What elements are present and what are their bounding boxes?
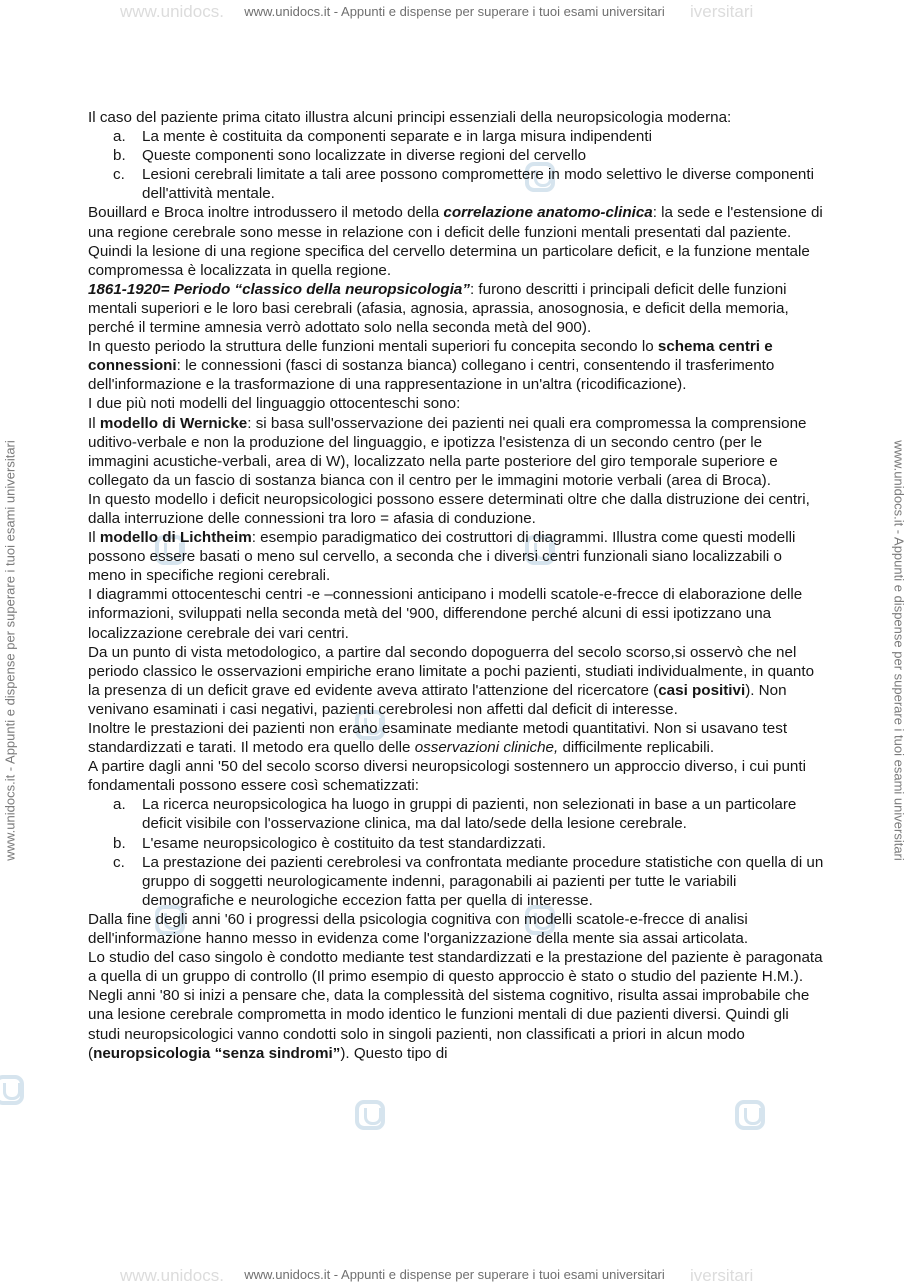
watermark-bottom: www.unidocs.it - Appunti e dispense per superare i tuoi esami universitari bbox=[244, 1267, 665, 1282]
paragraph: Dalla fine degli anni '60 i progressi della psicologia cognitiva con modelli scatole-e-frecce di analisi dell'informazione hanno messo in evidenza come l'organizzazione della mente sia assai articolata. bbox=[88, 910, 749, 948]
paragraph: Da un punto di vista metodologico, a partire dal secondo dopoguerra del secolo scorso,si osservò che nel periodo classico le osservazioni empiriche erano limitate a pochi pazienti, studiati individualmente, in quanto la presenza di un deficit grave ed evidente aveva attirato l'attenzione del ricercatore (casi positivi). Non venivano esaminati i casi negativi, pazienti cerebrolesi non affetti dal deficit di interesse. bbox=[88, 643, 815, 718]
paragraph: I due più noti modelli del linguaggio ottocenteschi sono: bbox=[88, 395, 461, 413]
watermark-side-left: www.unidocs.it - Appunti e dispense per superare i tuoi esami universitari bbox=[2, 440, 18, 861]
paragraph: In questo periodo la struttura delle funzioni mentali superiori fu concepita secondo lo schema centri e connessioni: le connessioni (fasci di sostanza bianca) collegano i centri, consentendo il trasferimento dell'informazione e la trasformazione di una rappresentazione in un'altra (ricodificazione). bbox=[88, 338, 775, 394]
watermark-top: www.unidocs.it - Appunti e dispense per superare i tuoi esami universitari bbox=[244, 4, 665, 19]
approach-list bbox=[88, 795, 824, 910]
watermark-ghost-bottom-left: www.unidocs. bbox=[120, 1266, 224, 1285]
principles-list bbox=[88, 127, 824, 203]
watermark-ghost-top-right: iversitari bbox=[690, 2, 754, 21]
paragraph: I diagrammi ottocenteschi centri -e –connessioni anticipano i modelli scatole-e-frecce di elaborazione delle informazioni, sviluppati nella seconda metà del '900, differendone perché alcuni di essi ipotizzano una localizzazione cerebrale dei vari centri. bbox=[88, 586, 803, 642]
list-item: b. L'esame neuropsicologico è costituito da test standardizzati. bbox=[113, 834, 546, 852]
paragraph: Lo studio del caso singolo è condotto mediante test standardizzati e la prestazione del paziente è paragonata a quella di un gruppo di controllo (Il primo esempio di questo approccio è stato o studio del paziente H.M.). bbox=[88, 949, 823, 986]
watermark-side-right: www.unidocs.it - Appunti e dispense per superare i tuoi esami universitari bbox=[891, 440, 907, 861]
watermark-logo-icon bbox=[0, 1075, 24, 1105]
list-item: a. La mente è costituita da componenti separate e in larga misura indipendenti bbox=[113, 128, 652, 146]
document-body bbox=[88, 108, 824, 1063]
paragraph: Inoltre le prestazioni dei pazienti non erano esaminate mediante metodi quantitativi. Non si usavano test standardizzati e tarati. Il metodo era quello delle osservazioni cliniche, difficilmente replicabili. bbox=[88, 720, 788, 757]
watermark-ghost-bottom-right: iversitari bbox=[690, 1266, 754, 1285]
paragraph: In questo modello i deficit neuropsicologici possono essere determinati oltre che dalla distruzione dei centri, dalla interruzione delle connessioni tra loro = afasia di conduzione. bbox=[88, 490, 810, 527]
list-item: b. Queste componenti sono localizzate in diverse regioni del cervello bbox=[113, 147, 587, 165]
list-item: c. La prestazione dei pazienti cerebrolesi va confrontata mediante procedure statistiche con quella di un gruppo di soggetti neurologicamente indenni, paragonabili ai pazienti per tutte le variabili demografiche e neurologiche eccezion fatta per quella di interesse. bbox=[113, 853, 824, 909]
paragraph: A partire dagli anni '50 del secolo scorso diversi neuropsicologi sostennero un approccio diverso, i cui punti fondamentali possono essere così schematizzati: bbox=[88, 758, 806, 795]
paragraph: Bouillard e Broca inoltre introdussero il metodo della correlazione anatomo-clinica: la sede e l'estensione di una regione cerebrale sono messe in relazione con i deficit delle funzioni mentali presentati dal paziente. Quindi la lesione di una regione specifica del cervello determina un particolare deficit, e la funzione mentale compromessa è localizzata in quella regione. bbox=[88, 204, 823, 279]
paragraph: Il modello di Lichtheim: esempio paradigmatico dei costruttori di diagrammi. Illustra come questi modelli possono essere basati o meno sul cervello, a seconda che i diversi centri funzionali siano localizzabili o meno in specifiche regioni cerebrali. bbox=[88, 529, 796, 585]
paragraph: Negli anni '80 si inizi a pensare che, data la complessità del sistema cognitivo, risulta assai improbabile che una lesione cerebrale comprometta in modo identico le funzioni mentali di due pazienti diversi. Quindi gli studi neuropsicologici vanno condotti solo in singoli pazienti, non classificati a priori in alcun modo (neuropsicologia “senza sindromi”). Questo tipo di bbox=[88, 987, 810, 1062]
watermark-logo-icon bbox=[735, 1100, 765, 1130]
list-item: c. Lesioni cerebrali limitate a tali aree possono compromettere in modo selettivo le diverse componenti dell'attività mentale. bbox=[113, 166, 814, 203]
paragraph: Il modello di Wernicke: si basa sull'osservazione dei pazienti nei quali era compromessa la comprensione uditivo-verbale e non la produzione del linguaggio, e ipotizza l'esistenza di un secondo centro (per le immagini acustiche-verbali, area di W), localizzato nella parte posteriore del giro temporale superiore e collegato da un fascio di sostanza bianca con il centro per le immagini motorie verbali (area di Broca). bbox=[88, 414, 807, 489]
watermark-logo-icon bbox=[355, 1100, 385, 1130]
watermark-ghost-top-left: www.unidocs. bbox=[120, 2, 224, 21]
list-item: a. La ricerca neuropsicologica ha luogo in gruppi di pazienti, non selezionati in base a un particolare deficit visibile con l'osservazione clinica, ma dal lato/sede della lesione cerebrale. bbox=[113, 796, 797, 833]
paragraph: Il caso del paziente prima citato illustra alcuni principi essenziali della neuropsicologia moderna: bbox=[88, 109, 732, 126]
paragraph: 1861-1920= Periodo “classico della neuropsicologia”: furono descritti i principali deficit delle funzioni mentali superiori e le loro basi cerebrali (afasia, agnosia, aprassia, anosognosia, e deficit della memoria, perché il termine amnesia verrò adottato solo nella seconda metà del 900). bbox=[88, 280, 789, 337]
